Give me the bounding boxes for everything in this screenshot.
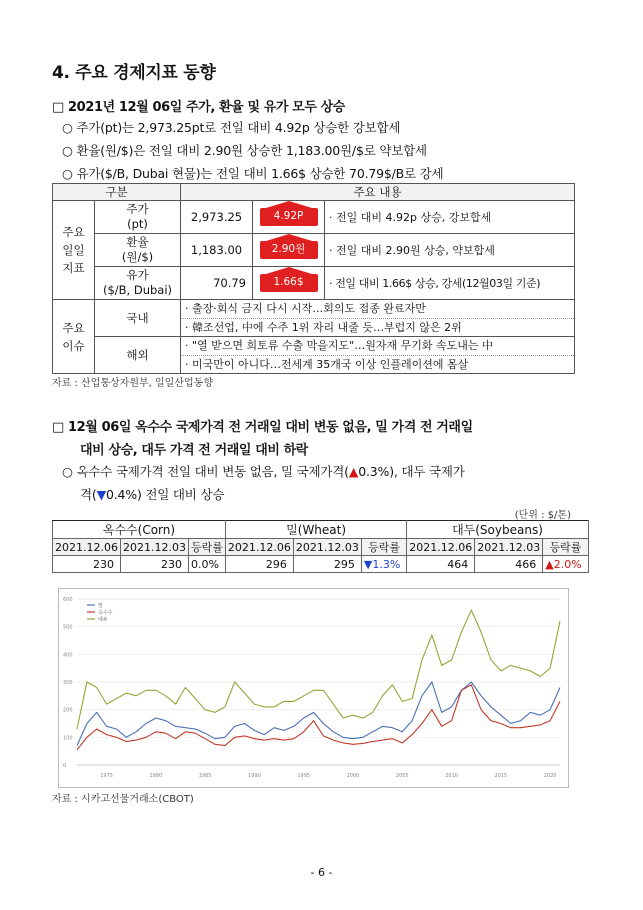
wheat-price-prev: 295	[293, 556, 361, 573]
corn-date-today: 2021.12.06	[53, 539, 121, 556]
series-line-wheat	[77, 682, 560, 746]
wheat-change: ▼1.3%	[361, 556, 406, 573]
section1-title: □ 2021년 12월 06일 주가, 환율 및 유가 모두 상승	[52, 100, 345, 115]
soy-price-prev: 466	[475, 556, 543, 573]
indicator-value-fx: 1,183.00	[181, 234, 253, 267]
issue-overseas-line: · "열 받으면 희토류 수출 막을지도"…원자재 무기화 속도내는 中	[185, 339, 493, 352]
issue-domestic-lines	[181, 300, 575, 337]
indicator-value-stock: 2,973.25	[181, 201, 253, 234]
group-corn: 옥수수(Corn)	[53, 521, 226, 539]
section2-bullet-line1: ○ 옥수수 국제가격 전일 대비 변동 없음, 밀 국제가격(▲0.3%), 대두 국제가	[62, 464, 465, 479]
x-tick-label: 2020	[543, 773, 557, 779]
series-line-soy	[77, 610, 560, 729]
section2-source: 자료 : 시카고선물거래소(CBOT)	[52, 794, 194, 805]
x-tick-label: 1975	[100, 773, 113, 779]
legend-label: 옥수수	[98, 610, 113, 616]
indicator-note-fx: · 전일 대비 2.90원 상승, 약보합세	[325, 234, 575, 267]
section2-title-line1: □ 12월 06일 옥수수 국제가격 전 거래일 대비 변동 없음, 밀 가격 전 거래일	[52, 420, 473, 435]
y-tick-label: 600	[63, 597, 73, 603]
corn-date-prev: 2021.12.03	[120, 539, 188, 556]
issue-domestic-line: · 출장·회식 금지 다시 시작…회의도 접종 완료자만	[185, 302, 426, 315]
soy-date-prev: 2021.12.03	[475, 539, 543, 556]
page-number: - 6 -	[310, 866, 333, 879]
x-tick-label: 1980	[149, 773, 163, 779]
x-tick-label: 2000	[346, 773, 360, 779]
group-soybeans: 대두(Soybeans)	[407, 521, 588, 539]
header-category: 구분	[53, 184, 181, 201]
indicator-name-oil: 유가 ($/B, Dubai)	[95, 267, 181, 300]
soy-date-today: 2021.12.06	[407, 539, 475, 556]
daily-indicators-table	[52, 183, 575, 374]
y-tick-label: 500	[63, 624, 73, 631]
grain-price-chart	[58, 588, 569, 788]
indicator-change-stock	[253, 201, 325, 234]
x-tick-label: 1990	[248, 773, 261, 779]
issue-domestic-label: 국내	[95, 300, 181, 337]
y-tick-label: 400	[63, 652, 73, 659]
up-arrow-icon: 4.92P	[260, 208, 318, 226]
corn-change-header: 등락률	[188, 539, 225, 556]
grain-price-table	[52, 520, 589, 573]
issue-overseas-line: · 미국만이 아니다…전세계 35개국 이상 인플레이션에 몸살	[181, 355, 574, 373]
issue-domestic-line: · 韓조선업, 中에 수주 1위 자리 내줄 듯…부럽지 않은 2위	[181, 318, 574, 336]
x-tick-label: 1995	[297, 773, 311, 779]
y-tick-label: 300	[63, 680, 73, 686]
price-unit-label: (단위 : $/톤)	[514, 510, 571, 521]
legend-label: 대두	[98, 617, 108, 623]
y-tick-label: 0	[63, 763, 67, 769]
x-tick-label: 2005	[395, 773, 409, 779]
issue-overseas-lines	[181, 337, 575, 374]
section1-source: 자료 : 산업통상자원부, 일일산업동향	[52, 378, 213, 389]
indicator-name-stock: 주가 (pt)	[95, 201, 181, 234]
wheat-date-today: 2021.12.06	[225, 539, 293, 556]
legend-label: 밀	[98, 603, 103, 609]
section1-bullet-fx: ○ 환율(원/$)은 전일 대비 2.90원 상승한 1,183.00원/$로 약보합세	[62, 143, 427, 158]
up-arrow-icon: 1.66$	[260, 274, 318, 292]
issue-overseas-label: 해외	[95, 337, 181, 374]
up-triangle-icon: ▲	[348, 464, 359, 479]
indicator-change-oil	[253, 267, 325, 300]
up-arrow-icon: 2.90원	[260, 241, 318, 259]
soy-price-today: 464	[407, 556, 475, 573]
y-tick-label: 100	[63, 735, 73, 742]
indicator-change-fx	[253, 234, 325, 267]
indicator-value-oil: 70.79	[181, 267, 253, 300]
grain-price-chart-svg	[59, 589, 568, 787]
x-tick-label: 2015	[494, 773, 508, 779]
corn-change: 0.0%	[188, 556, 225, 573]
soy-change: ▲2.0%	[543, 556, 588, 573]
corn-price-today: 230	[53, 556, 121, 573]
indicator-note-oil: · 전일 대비 1.66$ 상승, 강세(12월03일 기준)	[325, 267, 575, 300]
wheat-change-header: 등락률	[361, 539, 406, 556]
x-tick-label: 2010	[445, 773, 458, 779]
indicator-note-stock: · 전일 대비 4.92p 상승, 강보합세	[325, 201, 575, 234]
section1-bullet-stock: ○ 주가(pt)는 2,973.25pt로 전일 대비 4.92p 상승한 강보합세	[62, 120, 401, 135]
down-triangle-icon: ▼	[96, 487, 106, 502]
page-heading: 4. 주요 경제지표 동향	[52, 63, 216, 83]
group-daily-indicators: 주요 일일 지표	[53, 201, 95, 300]
corn-price-prev: 230	[120, 556, 188, 573]
section2-title-line2: 대비 상승, 대두 가격 전 거래일 대비 하락	[80, 443, 308, 458]
x-tick-label: 1985	[198, 773, 212, 779]
group-wheat: 밀(Wheat)	[225, 521, 406, 539]
indicator-name-fx: 환율 (원/$)	[95, 234, 181, 267]
y-tick-label: 200	[63, 707, 73, 714]
wheat-price-today: 296	[225, 556, 293, 573]
wheat-date-prev: 2021.12.03	[293, 539, 361, 556]
soy-change-header: 등락률	[543, 539, 588, 556]
group-issues: 주요 이슈	[53, 300, 95, 374]
section2-bullet-line2: 격(▼0.4%) 전일 대비 상승	[80, 487, 225, 502]
header-content: 주요 내용	[181, 184, 575, 201]
section1-bullet-oil: ○ 유가($/B, Dubai 현물)는 전일 대비 1.66$ 상승한 70.79$/B로 강세	[62, 166, 444, 181]
